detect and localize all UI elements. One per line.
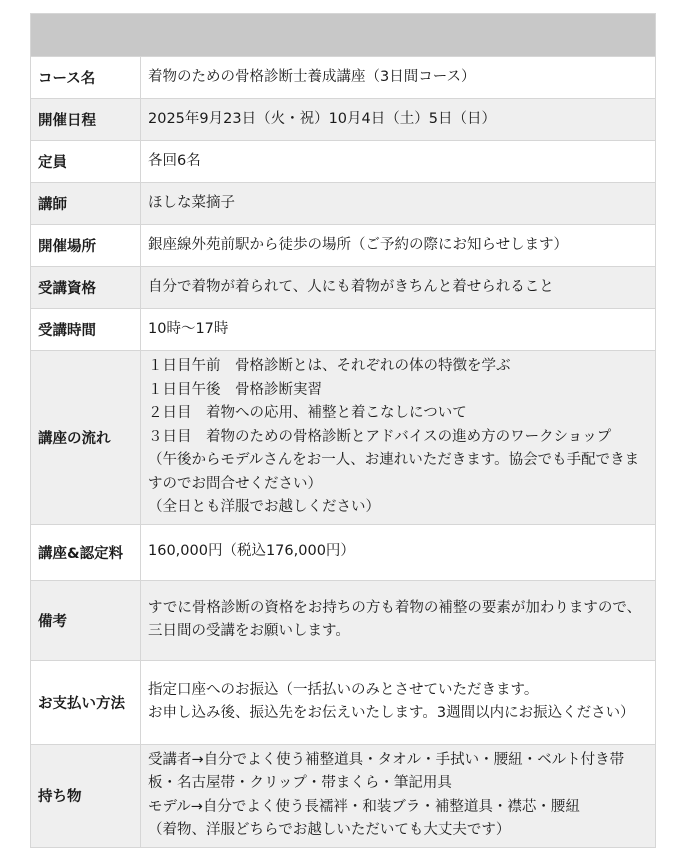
table-row-course-name bbox=[31, 57, 656, 99]
capacity-value: 各回6名 bbox=[141, 141, 656, 183]
table-header-cell bbox=[31, 14, 656, 57]
instructor-label: 講師 bbox=[31, 183, 141, 225]
eligibility-label: 受講資格 bbox=[31, 267, 141, 309]
table-row-flow bbox=[31, 351, 656, 525]
items-label: 持ち物 bbox=[31, 744, 141, 847]
flow-line: １日目午後 骨格診断実習 bbox=[148, 381, 322, 398]
hours-value: 10時〜17時 bbox=[141, 309, 656, 351]
fee-label: 講座&認定料 bbox=[31, 524, 141, 580]
table-row-fee bbox=[31, 524, 656, 580]
payment-line: お申し込み後、振込先をお伝えいたします。3週間以内にお振込ください） bbox=[148, 705, 635, 721]
table-row-items bbox=[31, 744, 656, 847]
table-row-instructor bbox=[31, 183, 656, 225]
flow-line: ２日目 着物への応用、補整と着こなしについて bbox=[148, 405, 467, 421]
dates-value: 2025年9月23日（火・祝）10月4日（土）5日（日） bbox=[141, 99, 656, 141]
course-info-table bbox=[30, 13, 656, 848]
items-line: （着物、洋服どちらでお越しいただいても大丈夫です） bbox=[148, 822, 511, 838]
hours-label: 受講時間 bbox=[31, 309, 141, 351]
payment-label: お支払い方法 bbox=[31, 660, 141, 744]
flow-line: （午後からモデルさんをお一人、お連れいただきます。協会でも手配できますのでお問合せください） bbox=[148, 452, 640, 492]
eligibility-value: 自分で着物が着られて、人にも着物がきちんと着せられること bbox=[141, 267, 656, 309]
table-row-payment bbox=[31, 660, 656, 744]
table-row-eligibility bbox=[31, 267, 656, 309]
table-row-hours bbox=[31, 309, 656, 351]
course-name-label: コース名 bbox=[31, 57, 141, 99]
instructor-value: ほしな菜摘子 bbox=[141, 183, 656, 225]
capacity-label: 定員 bbox=[31, 141, 141, 183]
table-row-capacity bbox=[31, 141, 656, 183]
flow-line: （全日とも洋服でお越しください） bbox=[148, 499, 380, 515]
flow-line: ３日目 着物のための骨格診断とアドバイスの進め方のワークショップ bbox=[148, 428, 612, 445]
table-row-venue bbox=[31, 225, 656, 267]
flow-label: 講座の流れ bbox=[31, 351, 141, 525]
flow-line: １日目午前 骨格診断とは、それぞれの体の特徴を学ぶ bbox=[148, 358, 511, 374]
payment-line: 指定口座へのお振込（一括払いのみとさせていただきます。 bbox=[148, 681, 539, 698]
dates-label: 開催日程 bbox=[31, 99, 141, 141]
items-value bbox=[141, 744, 656, 847]
venue-value: 銀座線外苑前駅から徒歩の場所（ご予約の際にお知らせします） bbox=[141, 225, 656, 267]
notes-label: 備考 bbox=[31, 580, 141, 660]
flow-value bbox=[141, 351, 656, 525]
notes-text: すでに骨格診断の資格をお持ちの方も着物の補整の要素が加わりますので、三日間の受講をお願いします。 bbox=[148, 599, 642, 639]
venue-label: 開催場所 bbox=[31, 225, 141, 267]
table-row-dates bbox=[31, 99, 656, 141]
table-header-row bbox=[31, 14, 656, 57]
course-name-value: 着物のための骨格診断士養成講座（3日間コース） bbox=[141, 57, 656, 99]
notes-value bbox=[141, 580, 656, 660]
fee-value: 160,000円（税込176,000円） bbox=[141, 524, 656, 580]
payment-value bbox=[141, 660, 656, 744]
items-line: 受講者→自分でよく使う補整道具・タオル・手拭い・腰紐・ベルト付き帯板・名古屋帯・クリップ・帯まくら・筆記用具 bbox=[148, 751, 625, 791]
table-row-notes bbox=[31, 580, 656, 660]
items-line: モデル→自分でよく使う長襦袢・和装ブラ・補整道具・襟芯・腰紐 bbox=[148, 798, 580, 815]
